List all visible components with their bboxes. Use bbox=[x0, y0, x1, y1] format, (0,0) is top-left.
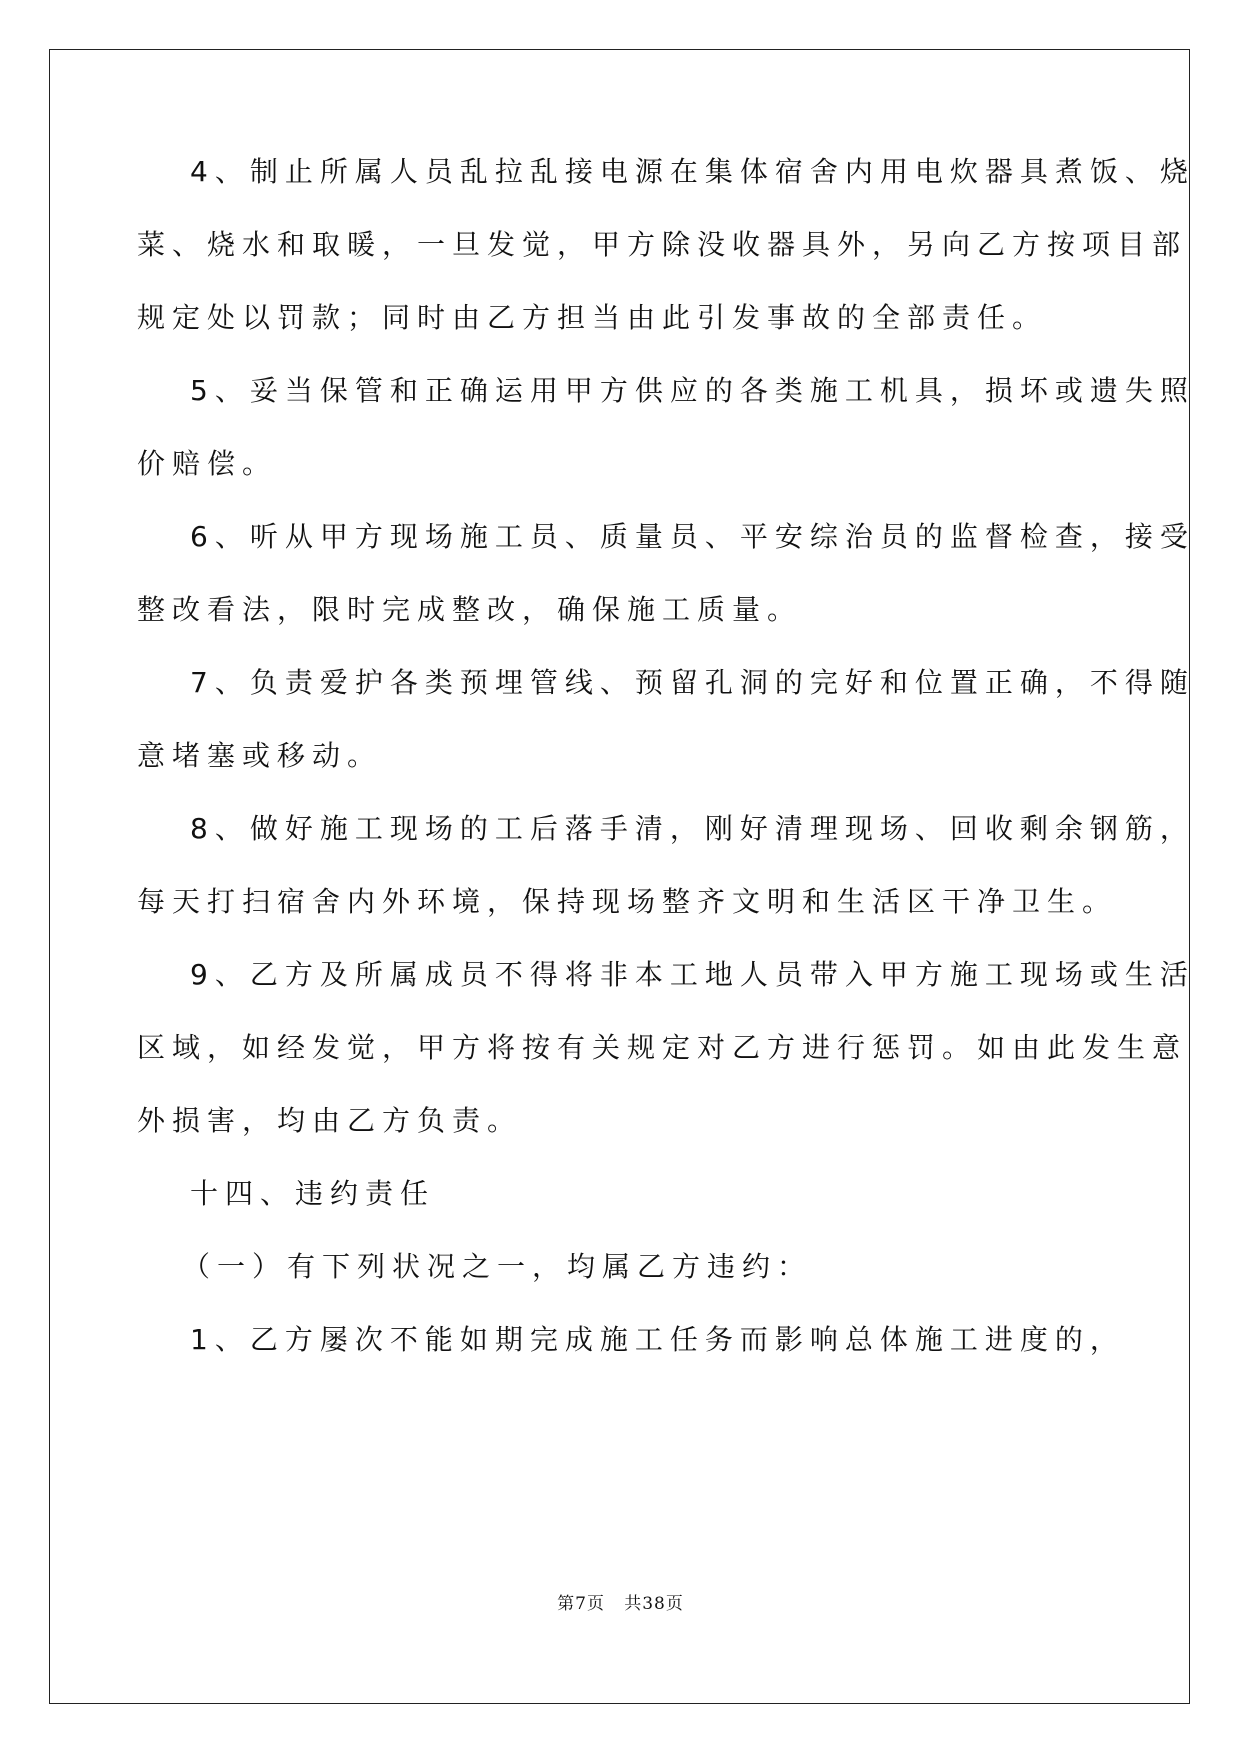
page-number: 第7页 bbox=[557, 1594, 605, 1614]
text-line-14: 外损害，均由乙方负责。 bbox=[137, 1104, 523, 1137]
text-line-17: 1、乙方屡次不能如期完成施工任务而影响总体施工进度的， bbox=[190, 1323, 1125, 1356]
text-line-5: 价赔偿。 bbox=[137, 447, 278, 480]
text-line-16: （一）有下列状况之一，均属乙方违约： bbox=[182, 1250, 813, 1283]
total-pages: 共38页 bbox=[624, 1594, 684, 1614]
text-line-10: 8、做好施工现场的工后落手清，刚好清理现场、回收剩余钢筋， bbox=[190, 812, 1195, 845]
page-footer bbox=[0, 1592, 1241, 1616]
text-line-3: 规定处以罚款；同时由乙方担当由此引发事故的全部责任。 bbox=[137, 301, 1048, 334]
text-line-13: 区域，如经发觉，甲方将按有关规定对乙方进行惩罚。如由此发生意 bbox=[137, 1031, 1188, 1064]
footer-gap bbox=[605, 1594, 624, 1614]
text-line-6: 6、听从甲方现场施工员、质量员、平安综治员的监督检查，接受 bbox=[190, 520, 1195, 553]
text-line-12: 9、乙方及所属成员不得将非本工地人员带入甲方施工现场或生活 bbox=[190, 958, 1195, 991]
text-line-4: 5、妥当保管和正确运用甲方供应的各类施工机具，损坏或遗失照 bbox=[190, 374, 1195, 407]
section-heading: 十四、违约责任 bbox=[190, 1177, 436, 1210]
text-line-8: 7、负责爱护各类预埋管线、预留孔洞的完好和位置正确，不得随 bbox=[190, 666, 1195, 699]
text-line-2: 菜、烧水和取暖，一旦发觉，甲方除没收器具外，另向乙方按项目部 bbox=[137, 228, 1188, 261]
text-line-7: 整改看法，限时完成整改，确保施工质量。 bbox=[137, 593, 803, 626]
text-line-1: 4、制止所属人员乱拉乱接电源在集体宿舍内用电炊器具煮饭、烧 bbox=[190, 155, 1195, 188]
text-line-11: 每天打扫宿舍内外环境，保持现场整齐文明和生活区干净卫生。 bbox=[137, 885, 1118, 918]
text-line-9: 意堵塞或移动。 bbox=[137, 739, 383, 772]
